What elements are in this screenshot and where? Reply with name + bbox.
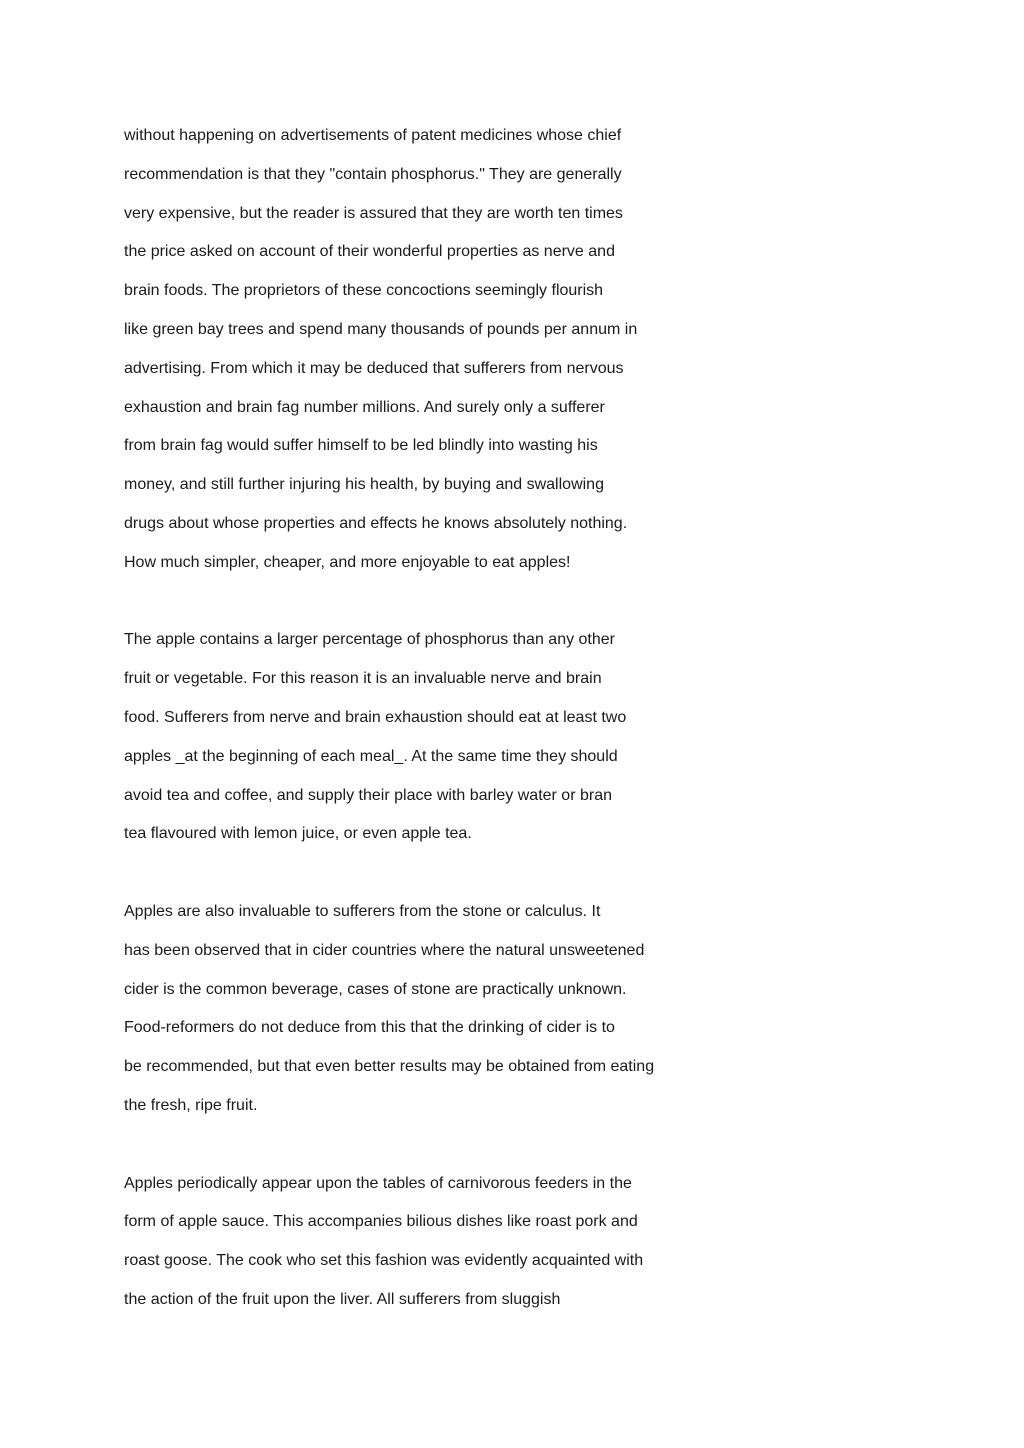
text-line: food. Sufferers from nerve and brain exhaustion should eat at least two — [124, 708, 627, 726]
text-line: money, and still further injuring his health, by buying and swallowing — [124, 476, 604, 494]
text-line: fruit or vegetable. For this reason it is an invaluable nerve and brain — [124, 670, 602, 688]
text-line: from brain fag would suffer himself to be led blindly into wasting his — [124, 437, 598, 455]
paragraph-stone-calculus — [124, 893, 764, 1126]
text-line: Food-reformers do not deduce from this that the drinking of cider is to — [124, 1019, 615, 1037]
text-line: without happening on advertisements of patent medicines whose chief — [124, 127, 622, 144]
text-line: avoid tea and coffee, and supply their place with barley water or bran — [124, 786, 612, 804]
text-line: exhaustion and brain fag number millions. And surely only a sufferer — [124, 398, 605, 416]
text-line: roast goose. The cook who set this fashion was evidently acquainted with — [124, 1252, 644, 1270]
document-body — [124, 117, 764, 1359]
text-line: like green bay trees and spend many thousands of pounds per annum in — [124, 320, 638, 338]
text-line: the price asked on account of their wonderful properties as nerve and — [124, 243, 615, 261]
text-line: form of apple sauce. This accompanies bilious dishes like roast pork and — [124, 1213, 638, 1231]
text-line: How much simpler, cheaper, and more enjoyable to eat apples! — [124, 553, 571, 571]
text-line: cider is the common beverage, cases of stone are practically unknown. — [124, 980, 627, 998]
paragraph-apple-sauce — [124, 1165, 764, 1320]
text-line: tea flavoured with lemon juice, or even apple tea. — [124, 825, 472, 843]
text-line: brain foods. The proprietors of these concoctions seemingly flourish — [124, 282, 604, 300]
paragraph-apple-phosphorus — [124, 621, 764, 854]
text-line: The apple contains a larger percentage of phosphorus than any other — [124, 631, 615, 649]
text-line: apples _at the beginning of each meal_. At the same time they should — [124, 747, 618, 765]
text-line: very expensive, but the reader is assured that they are worth ten times — [124, 204, 623, 222]
text-line: Apples periodically appear upon the tables of carnivorous feeders in the — [124, 1174, 632, 1192]
text-line: recommendation is that they "contain phosphorus." They are generally — [124, 165, 622, 183]
text-line: has been observed that in cider countries where the natural unsweetened — [124, 941, 645, 959]
text-line: drugs about whose properties and effects he knows absolutely nothing. — [124, 514, 628, 532]
text-line: the fresh, ripe fruit. — [124, 1096, 258, 1114]
text-line: advertising. From which it may be deduced that sufferers from nervous — [124, 359, 624, 377]
text-line: the action of the fruit upon the liver. All sufferers from sluggish — [124, 1290, 561, 1308]
paragraph-patent-medicines — [124, 117, 764, 583]
text-line: be recommended, but that even better results may be obtained from eating — [124, 1058, 655, 1076]
text-line: Apples are also invaluable to sufferers from the stone or calculus. It — [124, 902, 601, 920]
